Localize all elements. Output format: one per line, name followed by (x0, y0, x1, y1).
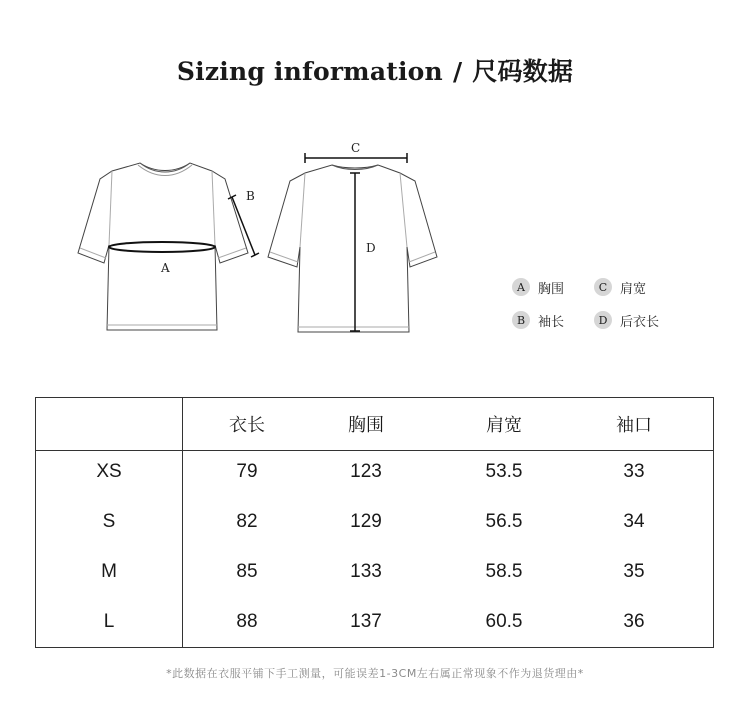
row-size-s: S (102, 511, 116, 532)
measurement-note: *此数据在衣服平铺下手工测量，可能误差1-3CM左右属正常现象不作为退货理由* (166, 667, 584, 680)
table-cell: 123 (350, 461, 382, 482)
table-cell: 36 (623, 611, 645, 632)
page-title (0, 52, 750, 88)
table-cell: 82 (236, 511, 258, 532)
label-d: D (366, 241, 376, 255)
table-cell: 137 (350, 611, 382, 632)
label-a: A (161, 261, 170, 275)
table-cell: 33 (623, 461, 645, 482)
badge-b: B (512, 311, 530, 329)
table-cell: 53.5 (485, 461, 523, 482)
measurement-diagram (60, 135, 460, 345)
tshirt-diagram-svg (60, 135, 460, 345)
table-cell: 34 (623, 511, 645, 532)
table-cell: 79 (236, 461, 258, 482)
measurement-legend (512, 277, 712, 337)
header-chest: 胸围 (348, 415, 384, 436)
legend-item-shoulder (594, 277, 646, 297)
legend-label-sleeve: 袖长 (538, 314, 565, 330)
badge-a: A (512, 278, 530, 296)
table-cell: 88 (236, 611, 258, 632)
header-length: 衣长 (229, 415, 265, 436)
chest-measure-ellipse (109, 242, 215, 252)
table-cell: 56.5 (485, 511, 523, 532)
legend-item-length (594, 310, 659, 330)
label-b: B (246, 189, 255, 203)
table-divider-horizontal (36, 450, 713, 451)
title-english: Sizing information (176, 57, 443, 86)
legend-label-length: 后衣长 (620, 314, 660, 330)
label-c: C (351, 141, 361, 155)
row-size-l: L (103, 611, 115, 632)
table-cell: 129 (350, 511, 382, 532)
table-cell: 133 (350, 561, 382, 582)
table-cell: 85 (236, 561, 258, 582)
legend-item-sleeve (512, 310, 564, 330)
back-tshirt-illustration (268, 165, 437, 332)
title-chinese: 尺码数据 (472, 57, 574, 86)
table-cell: 60.5 (485, 611, 523, 632)
row-size-xs: XS (96, 461, 122, 482)
header-shoulder: 肩宽 (486, 415, 522, 436)
title-separator: / (452, 57, 463, 86)
header-cuff: 袖口 (616, 415, 652, 436)
legend-item-chest (512, 277, 564, 297)
table-cell: 58.5 (485, 561, 523, 582)
size-table (35, 397, 714, 648)
front-tshirt-illustration (78, 163, 248, 330)
badge-d: D (594, 311, 612, 329)
badge-c: C (594, 278, 612, 296)
table-cell: 35 (623, 561, 645, 582)
length-measure-line (350, 173, 360, 331)
legend-label-chest: 胸围 (538, 281, 565, 297)
legend-label-shoulder: 肩宽 (620, 281, 647, 297)
row-size-m: M (101, 561, 117, 582)
